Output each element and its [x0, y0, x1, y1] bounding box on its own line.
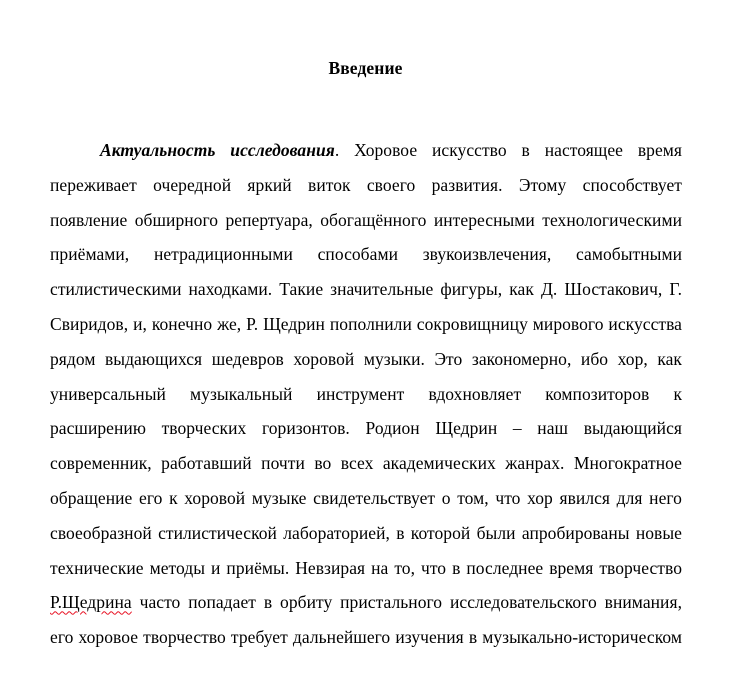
lead-label-punctuation: .: [334, 140, 355, 160]
spellcheck-misspelled-word[interactable]: Р.Щедрина: [50, 592, 132, 613]
page-title: Введение: [328, 57, 403, 78]
paragraph-introduction: [50, 133, 682, 690]
body-run-after-spellcheck: часто попадает в орбиту пристального исследовательского внимания, его хоровое творчество требует дальнейшего изучения в музыкально-историческом: [50, 592, 682, 648]
body-run-before-spellcheck: Хоровое искусство в настоящее время переживает очередной яркий виток своего развития. Этому способствует появление обширного репертуара, обогащённого интересными технологическими приёмами, нетрадиционными способами звукоизвлечения, самобытными стилистическими находками. Такие значительные фигуры, как Д. Шостакович, Г. Свиридов, и, конечно же, Р. Щедрин пополнили сокровищницу мирового искусства рядом выдающихся шедевров хоровой музыки. Это закономерно, ибо хор, как универсальный музыкальный инструмент вдохновляет композиторов к расширению творческих горизонтов. Родион Щедрин – наш выдающийся современник, работавший почти во всех академических жанрах. Многократное обращение его к хоровой музыке свидетельствует о том, что хор явился для него своеобразной стилистической лабораторией, в которой были апробированы новые технические методы и приёмы. Невзирая на то, что в последнее время творчество: [50, 140, 682, 578]
lead-label-emphasis: Актуальность исследования: [100, 140, 335, 160]
document-body: [50, 133, 682, 690]
